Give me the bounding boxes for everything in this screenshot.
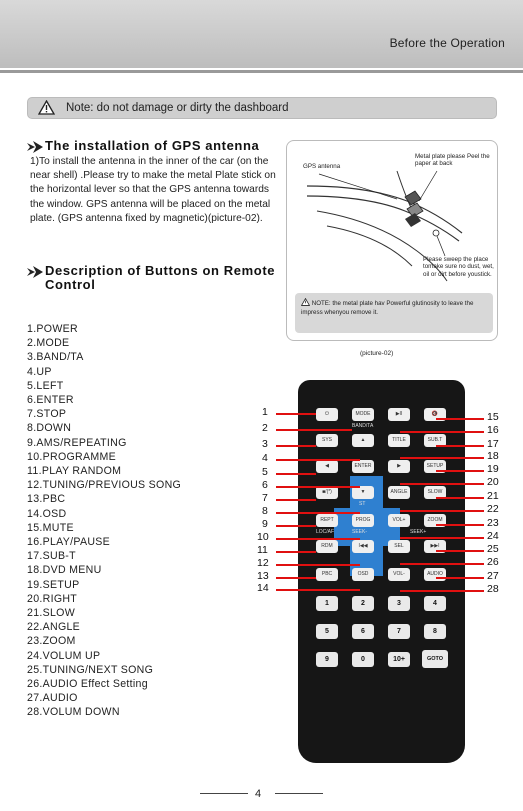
callout-line [400,537,484,539]
callout-line [400,431,484,433]
list-item: 3.BAND/TA [27,351,84,364]
right-button[interactable]: ▶ [388,460,410,473]
header-rule [0,70,523,73]
goto-button[interactable]: GOTO [422,650,448,668]
repeat-button[interactable]: REPT [316,514,338,527]
callout-number: 17 [487,438,499,450]
number-key-3[interactable]: 3 [388,596,410,611]
callout-line [400,483,484,485]
callout-number: 4 [262,452,268,464]
prev-button[interactable]: I◀◀ [352,540,374,553]
arrow-bullet-icon [27,266,43,278]
zoom-button[interactable]: ZOOM [424,514,446,527]
list-item: 10.PROGRAMME [27,450,116,463]
list-item: 28.VOLUM DOWN [27,706,120,719]
gps-paragraph: 1)To install the antenna in the inner of the car (on the near shell) .Please try to make the metal Plate stick on the horizontal lever so that the GPS antenna towards the window. GPS antenna will be placed on the metal plate. (GPS antenna fixed by magnetic)(picture-02). [30,156,276,224]
callout-line [276,459,360,461]
list-item: 7.STOP [27,408,67,421]
list-item: 9.AMS/REPEATING [27,436,127,449]
page-number: 4 [255,788,262,800]
sys-button[interactable]: SYS [316,434,338,447]
callout-number: 21 [487,490,499,502]
warning-triangle-icon [301,298,310,306]
list-item: 27.AUDIO [27,692,78,705]
note-text: Note: do not damage or dirty the dashboard [66,102,289,114]
list-item: 11.PLAY RANDOM [27,465,122,478]
button-description-list [27,322,181,720]
list-item: 2.MODE [27,337,70,350]
list-item: 6.ENTER [27,394,74,407]
footer-rule-right [275,793,323,794]
callout-number: 15 [487,411,499,423]
callout-line [400,563,484,565]
osd-button[interactable]: OSD [352,568,374,581]
band-ta-label: BAND/TA [352,423,374,429]
callout-number: 13 [257,570,269,582]
callout-line [436,497,484,499]
number-key-1[interactable]: 1 [316,596,338,611]
number-key-5[interactable]: 5 [316,624,338,639]
mute-button[interactable]: 🔇 [424,408,446,421]
power-button[interactable]: ⏻ [316,408,338,421]
number-key-2[interactable]: 2 [352,596,374,611]
number-key-7[interactable]: 7 [388,624,410,639]
callout-line [276,429,352,431]
number-key-4[interactable]: 4 [424,596,446,611]
angle-button[interactable]: ANGLE [388,486,410,499]
callout-number: 11 [257,544,268,556]
list-item: 4.UP [27,365,52,378]
up-button[interactable]: ▲ [352,434,374,447]
callout-number: 25 [487,543,499,555]
callout-line [400,510,484,512]
callout-line [436,470,484,472]
list-item: 12.TUNING/PREVIOUS SONG [27,479,182,492]
mode-button[interactable]: MODE [352,408,374,421]
list-item: 21.SLOW [27,607,76,620]
list-item: 23.ZOOM [27,635,76,648]
number-key-8[interactable]: 8 [424,624,446,639]
metal-plate-note [295,293,493,333]
number-key-6[interactable]: 6 [352,624,374,639]
callout-line [276,525,316,527]
st-label: ST [359,501,366,507]
callout-number: 26 [487,556,499,568]
callout-number: 28 [487,583,499,595]
callout-line [436,550,484,552]
down-button[interactable]: ▼ [352,486,374,499]
callout-number: 23 [487,517,499,529]
callout-number: 6 [262,479,268,491]
callout-line [276,473,316,475]
callout-number: 10 [257,531,269,543]
prog-button[interactable]: PROG [352,514,374,527]
gps-figure [286,140,498,341]
callout-number: 3 [262,438,268,450]
callout-number: 5 [262,466,268,478]
gps-section-heading [27,139,259,153]
list-item: 17.SUB-T [27,550,76,563]
list-item: 19.SETUP [27,578,80,591]
list-item: 16.PLAY/PAUSE [27,536,111,549]
metal-plate-label: Metal plate please Peel the paper at back [415,153,490,168]
callout-number: 14 [257,582,269,594]
list-item: 15.MUTE [27,521,74,534]
rdm-button[interactable]: RDM [316,540,338,553]
callout-line [436,577,484,579]
callout-number: 22 [487,503,499,515]
left-button[interactable]: ◀ [316,460,338,473]
page-header-title: Before the Operation [389,36,505,50]
callout-number: 20 [487,476,499,488]
subt-button[interactable]: SUB.T [424,434,446,447]
loc-af-label: LOC/AF [316,529,335,535]
callout-line [436,445,484,447]
sweep-label: Please sweep the place tomake sure no dust, wet, oil or dirt before youstick. [423,256,494,278]
remote-heading-text: Description of Buttons on Remote Control [45,263,276,292]
arrow-bullet-icon [27,141,43,153]
callout-number: 2 [262,422,268,434]
callout-line [276,499,316,501]
gps-heading-text: The installation of GPS antenna [45,138,260,153]
callout-number: 9 [262,518,268,530]
callout-number: 8 [262,505,268,517]
warning-triangle-icon [38,100,55,115]
audio-button[interactable]: AUDIO [424,568,446,581]
gps-antenna-label: GPS antenna [303,163,341,170]
callout-line [400,590,484,592]
seek-plus-label: SEEK+ [410,529,427,535]
callout-number: 16 [487,424,499,436]
callout-line [276,512,360,514]
list-item: 24.VOLUM UP [27,649,101,662]
remote-section-heading [27,264,287,292]
callout-line [276,486,360,488]
header-band [0,0,523,68]
callout-number: 19 [487,463,499,475]
list-item: 1.POWER [27,323,78,335]
callout-number: 27 [487,570,499,582]
callout-number: 1 [262,406,268,418]
number-key-0[interactable]: 0 [352,652,374,667]
list-item: 13.PBC [27,493,66,506]
sel-button[interactable]: SEL [388,540,410,553]
dashboard-note-bar [27,97,497,119]
stop-button[interactable]: ■/(*) [316,486,338,499]
vol-down-button[interactable]: VOL- [388,568,410,581]
seek-minus-label: SEEK- [352,529,368,535]
callout-line [276,577,316,579]
callout-number: 24 [487,530,499,542]
callout-line [276,564,360,566]
callout-number: 12 [257,557,269,569]
callout-line [276,413,316,415]
list-item: 18.DVD MENU [27,564,102,577]
next-button[interactable]: ▶▶I [424,540,446,553]
list-item: 8.DOWN [27,422,72,435]
number-key-9[interactable]: 9 [316,652,338,667]
list-item: 25.TUNING/NEXT SONG [27,663,154,676]
callout-line [400,457,484,459]
list-item: 20.RIGHT [27,592,78,605]
remote-control [298,380,465,763]
pbc-button[interactable]: PBC [316,568,338,581]
callout-line [436,524,484,526]
vol-up-button[interactable]: VOL+ [388,514,410,527]
slow-button[interactable]: SLOW [424,486,446,499]
title-button[interactable]: TITLE [388,434,410,447]
footer-rule-left [200,793,248,794]
list-item: 5.LEFT [27,379,64,392]
callout-line [276,445,316,447]
list-item: 26.AUDIO Effect Setting [27,678,148,691]
play-pause-button[interactable]: ▶II [388,408,410,421]
callout-line [276,538,360,540]
list-item: 22.ANGLE [27,621,81,634]
callout-line [436,418,484,420]
callout-line [276,551,316,553]
setup-button[interactable]: SETUP [424,460,446,473]
ten-plus-key[interactable]: 10+ [388,652,410,667]
figure-caption: (picture-02) [360,350,394,357]
callout-number: 18 [487,450,499,462]
metal-plate-note-text: NOTE: the metal plate hav Powerful glutinosity to leave the impress whenyou remove it. [301,300,474,316]
callout-number: 7 [262,492,268,504]
list-item: 14.OSD [27,507,67,520]
callout-line [276,589,360,591]
enter-button[interactable]: ENTER [352,460,374,473]
